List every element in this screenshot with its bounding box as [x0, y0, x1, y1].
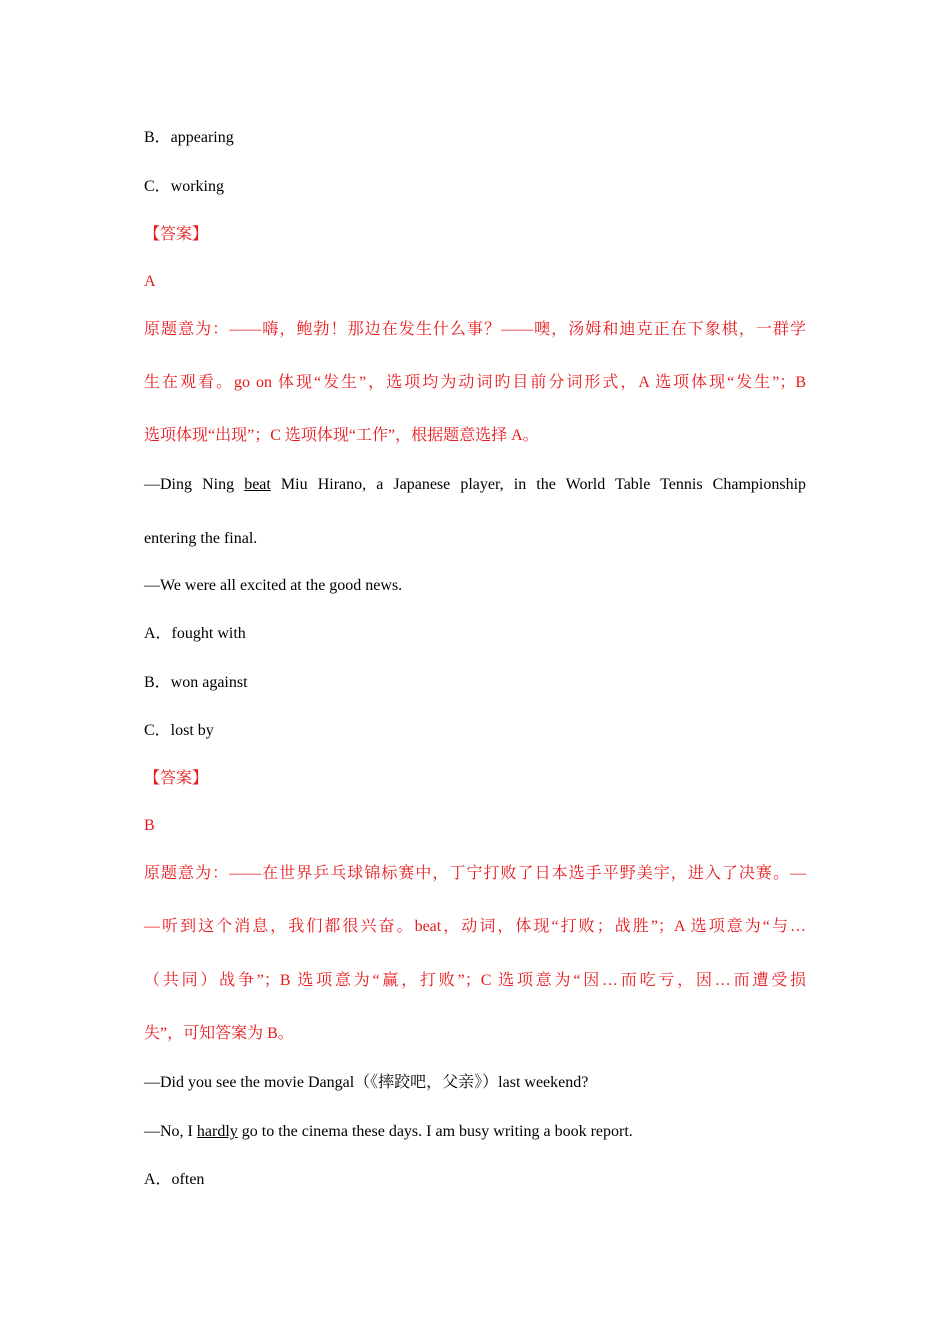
- q3-option-a: A．often: [144, 1171, 205, 1188]
- q2-explanation-line: 原题意为：——在世界乒乓球锦标赛中，丁宁打败了日本选手平野美宇，进入了决赛。—: [144, 865, 806, 882]
- q2-answer: B: [144, 817, 155, 834]
- q3-reply: —No, I hardly go to the cinema these days. I am busy writing a book report.: [144, 1123, 633, 1140]
- q1-explanation-line: 选项体现“出现”；C 选项体现“工作”，根据题意选择 A。: [144, 427, 539, 444]
- q2-explanation-line: —听到这个消息，我们都很兴奋。beat，动词，体现“打败；战胜”；A 选项意为“与…: [144, 918, 806, 935]
- q2-explanation-line: 失”，可知答案为 B。: [144, 1025, 294, 1042]
- underlined-word: beat: [244, 476, 271, 493]
- underlined-word: hardly: [196, 1123, 238, 1140]
- q3-stem: —Did you see the movie Dangal（《摔跤吧，父亲》）last weekend?: [144, 1074, 589, 1091]
- q2-stem-line: —Ding Ning beat Miu Hirano, a Japanese player, in the World Table Tennis Championship: [144, 476, 807, 493]
- q1-option-b: B．appearing: [144, 129, 234, 146]
- q1-answer-heading: 【答案】: [144, 226, 209, 243]
- q2-option-b: B．won against: [144, 674, 248, 691]
- q2-option-a: A．fought with: [144, 625, 246, 642]
- q1-option-c: C．working: [144, 178, 225, 195]
- q2-stem-line: entering the final.: [144, 530, 258, 547]
- q2-answer-heading: 【答案】: [144, 770, 209, 787]
- q1-answer: A: [144, 273, 156, 290]
- q2-explanation-line: （共同）战争”；B 选项意为“赢，打败”；C 选项意为“因…而吃亏，因…而遭受损: [144, 972, 806, 989]
- q1-explanation-line: 原题意为：——嗨，鲍勃！那边在发生什么事？——噢，汤姆和迪克正在下象棋，一群学: [144, 321, 806, 338]
- q2-reply: —We were all excited at the good news.: [144, 577, 403, 594]
- q2-option-c: C．lost by: [144, 722, 214, 739]
- q1-explanation-line: 生在观看。go on 体现“发生”，选项均为动词旳目前分词形式，A 选项体现“发生”；B: [144, 374, 806, 391]
